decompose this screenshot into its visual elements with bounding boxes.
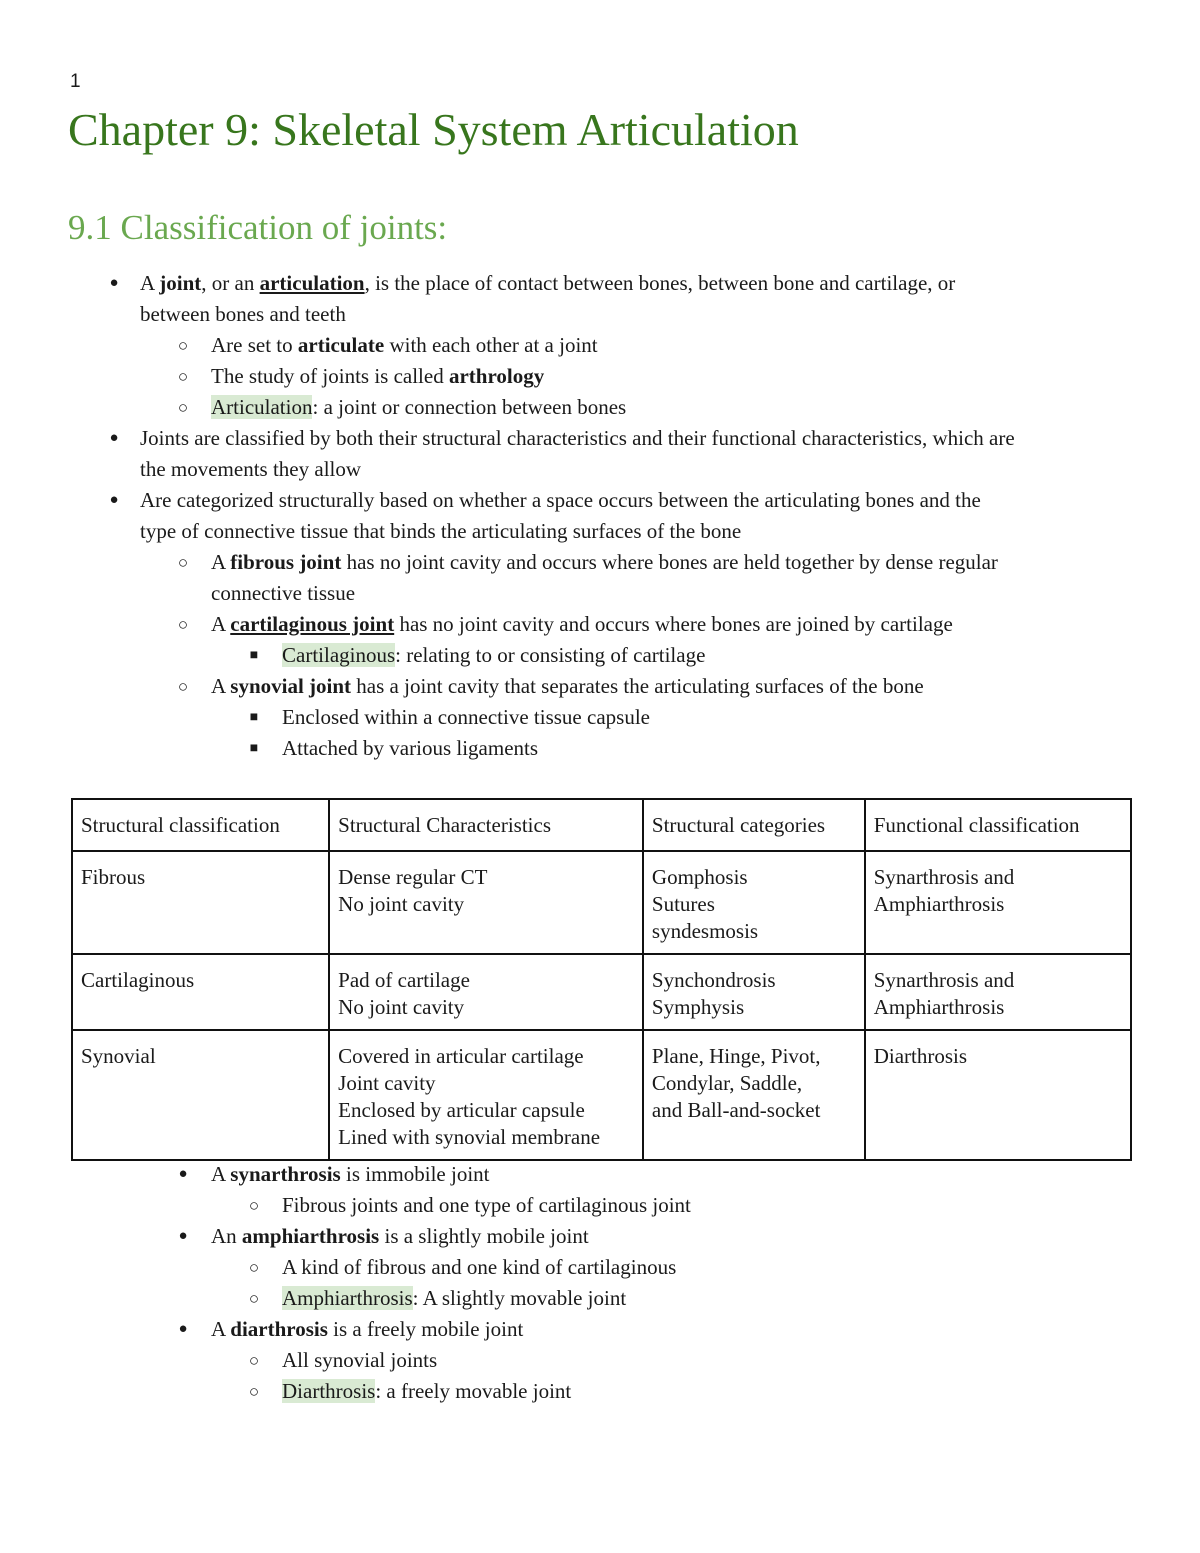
table-cell: Pad of cartilage No joint cavity (329, 954, 643, 1030)
bullet-circle-icon: ○ (177, 336, 189, 355)
highlighted-term: Diarthrosis (282, 1379, 376, 1403)
table-header-cell: Structural categories (643, 799, 865, 851)
table-cell: Covered in articular cartilage Joint cavity Enclosed by articular capsule Lined with synovial membrane (329, 1030, 643, 1160)
table-header-row (72, 799, 1131, 851)
list-item: ○ A cartilaginous joint has no joint cavity and occurs where bones are joined by cartilage (0, 609, 1200, 640)
list-item: ○ Amphiarthrosis: A slightly movable joint (0, 1283, 1200, 1314)
bullet-square-icon: ■ (249, 741, 259, 756)
table-row (72, 954, 1131, 1030)
term-articulation: articulation (259, 271, 365, 295)
table-cell: Cartilaginous (72, 954, 329, 1030)
list-item: ■ Cartilaginous: relating to or consisting of cartilage (0, 640, 1200, 671)
table-cell: Dense regular CT No joint cavity (329, 851, 643, 954)
list-item: ● Joints are classified by both their structural characteristics and their functional characteristics, which are the movements they allow (0, 423, 1200, 485)
bullet-circle-icon: ○ (177, 553, 189, 572)
table-cell: Diarthrosis (865, 1030, 1131, 1160)
term-joint: joint (159, 271, 202, 295)
table-header-cell: Structural Characteristics (329, 799, 643, 851)
bullet-square-icon: ■ (249, 710, 259, 725)
bullet-disc-icon: ● (178, 1321, 188, 1337)
bullet-circle-icon: ○ (177, 367, 189, 386)
table-header-cell: Structural classification (72, 799, 329, 851)
bullet-disc-icon: ● (178, 1166, 188, 1182)
list-item: ● A joint, or an articulation, is the place of contact between bones, between bone and cartilage, or between bones and teeth (0, 268, 1200, 330)
bullet-circle-icon: ○ (248, 1196, 260, 1215)
list-item: ● An amphiarthrosis is a slightly mobile joint (0, 1221, 1200, 1252)
table-cell: Synchondrosis Symphysis (643, 954, 865, 1030)
list-item: ■ Attached by various ligaments (0, 733, 1200, 764)
table-row (72, 851, 1131, 954)
table-cell: Synovial (72, 1030, 329, 1160)
section-title: 9.1 Classification of joints: (68, 208, 448, 247)
list-item: ○ A fibrous joint has no joint cavity and occurs where bones are held together by dense regular connective tissue (0, 547, 1200, 609)
list-item: ○ Are set to articulate with each other at a joint (0, 330, 1200, 361)
list-item: ● Are categorized structurally based on whether a space occurs between the articulating bones and the type of connective tissue that binds the articulating surfaces of the bone (0, 485, 1200, 547)
bullet-circle-icon: ○ (177, 615, 189, 634)
bullet-circle-icon: ○ (248, 1289, 260, 1308)
list-item: ■ Enclosed within a connective tissue capsule (0, 702, 1200, 733)
list-item: ○ All synovial joints (0, 1345, 1200, 1376)
bullet-disc-icon: ● (178, 1228, 188, 1244)
table-cell: Synarthrosis and Amphiarthrosis (865, 851, 1131, 954)
bullet-square-icon: ■ (249, 648, 259, 663)
bullet-disc-icon: ● (109, 492, 119, 508)
bullet-circle-icon: ○ (248, 1258, 260, 1277)
list-item: ○ A kind of fibrous and one kind of cartilaginous (0, 1252, 1200, 1283)
list-item: ○ Articulation: a joint or connection between bones (0, 392, 1200, 423)
table-row (72, 1030, 1131, 1160)
list-item: ● A diarthrosis is a freely mobile joint (0, 1314, 1200, 1345)
highlighted-term: Articulation (211, 395, 313, 419)
list-item: ○ Diarthrosis: a freely movable joint (0, 1376, 1200, 1407)
classification-bullet-list (0, 268, 1200, 764)
functional-bullet-list (0, 1159, 1200, 1407)
bullet-circle-icon: ○ (177, 398, 189, 417)
list-item: ○ The study of joints is called arthrology (0, 361, 1200, 392)
bullet-disc-icon: ● (109, 275, 119, 291)
list-item: ● A synarthrosis is immobile joint (0, 1159, 1200, 1190)
table-cell: Gomphosis Sutures syndesmosis (643, 851, 865, 954)
page-number: 1 (70, 71, 81, 92)
highlighted-term: Cartilaginous (282, 643, 396, 667)
table-cell: Synarthrosis and Amphiarthrosis (865, 954, 1131, 1030)
bullet-circle-icon: ○ (248, 1351, 260, 1370)
bullet-circle-icon: ○ (177, 677, 189, 696)
table-cell: Fibrous (72, 851, 329, 954)
joint-classification-table (71, 798, 1132, 1161)
bullet-disc-icon: ● (109, 430, 119, 446)
list-item: ○ A synovial joint has a joint cavity that separates the articulating surfaces of the bone (0, 671, 1200, 702)
table-header-cell: Functional classification (865, 799, 1131, 851)
bullet-circle-icon: ○ (248, 1382, 260, 1401)
table-cell: Plane, Hinge, Pivot, Condylar, Saddle, and Ball-and-socket (643, 1030, 865, 1160)
highlighted-term: Amphiarthrosis (282, 1286, 413, 1310)
chapter-title: Chapter 9: Skeletal System Articulation (68, 104, 799, 155)
list-item: ○ Fibrous joints and one type of cartilaginous joint (0, 1190, 1200, 1221)
